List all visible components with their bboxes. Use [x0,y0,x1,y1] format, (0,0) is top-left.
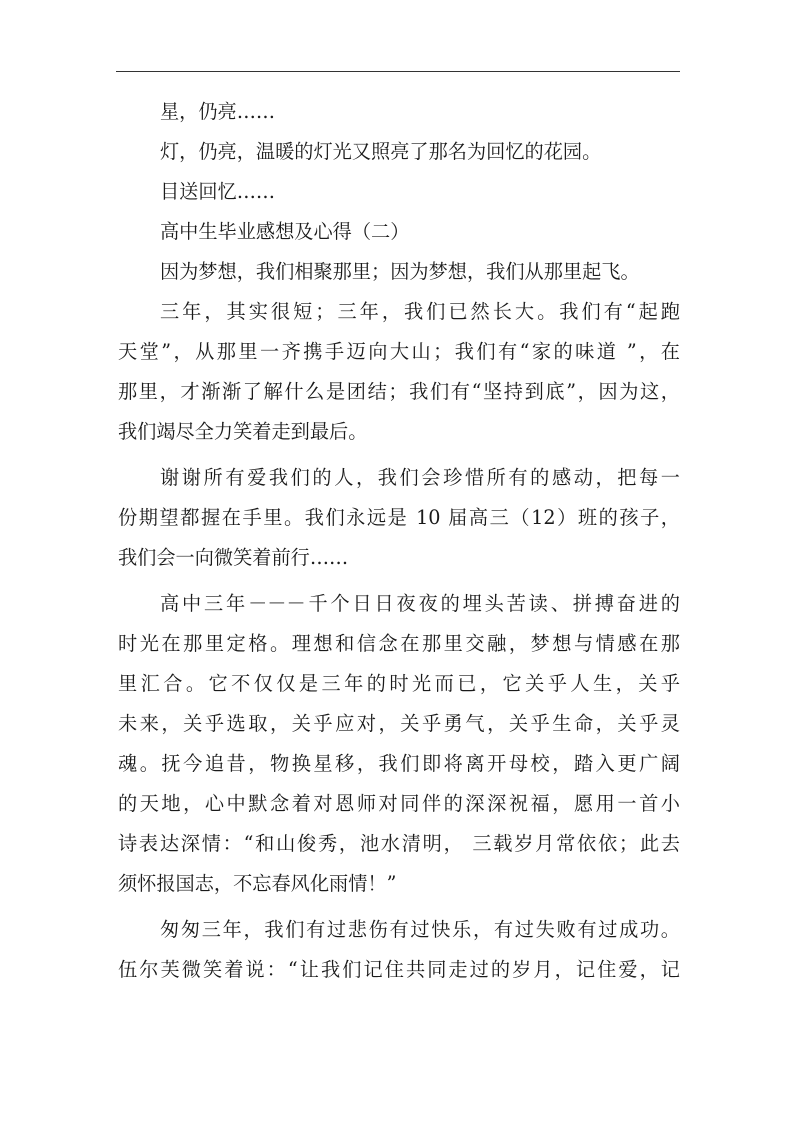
text-line: 未来，关乎选取，关乎应对，关乎勇气，关乎生命，关乎灵 [118,712,680,735]
text-line: 目送回忆…… [160,180,276,203]
text-line: 须怀报国志，不忘春风化雨情！” [118,872,397,895]
text-line: 因为梦想，我们相聚那里；因为梦想，我们从那里起飞。 [160,260,640,283]
text-line: 灯，仍亮，温暖的灯光又照亮了那名为回忆的花园。 [160,140,602,163]
text-line: 里汇合。它不仅仅是三年的时光而已，它关乎人生，关乎 [118,672,680,695]
text-line: 的天地，心中默念着对恩师对同伴的深深祝福，愿用一首小 [118,792,680,815]
text-line: 天堂”，从那里一齐携手迈向大山；我们有“家的味道 ”，在 [118,340,680,363]
text-line: 星，仍亮…… [160,100,276,123]
text-line: 匆匆三年，我们有过悲伤有过快乐，有过失败有过成功。 [160,918,680,941]
text-line: 我们会一向微笑着前行…… [118,546,349,569]
header-rule [116,71,680,72]
body-text [118,92,680,990]
text-line: 份期望都握在手里。我们永远是 10 届高三（12）班的孩子， [118,506,680,529]
text-line: 我们竭尽全力笑着走到最后。 [118,420,368,443]
section-heading: 高中生毕业感想及心得（二） [160,220,410,243]
text-line: 伍尔芙微笑着说：“让我们记住共同走过的岁月，记住爱，记 [118,958,680,981]
text-line: 谢谢所有爱我们的人，我们会珍惜所有的感动，把每一 [160,466,680,489]
text-line: 高中三年－－－千个日日夜夜的埋头苦读、拼搏奋进的 [160,592,680,615]
text-line: 时光在那里定格。理想和信念在那里交融，梦想与情感在那 [118,632,680,655]
text-line: 魂。抚今追昔，物换星移，我们即将离开母校，踏入更广阔 [118,752,680,775]
text-line: 三年，其实很短；三年，我们已然长大。我们有“起跑 [160,300,680,323]
text-line: 诗表达深情：“和山俊秀，池水清明， 三载岁月常依依；此去 [118,832,680,855]
text-line: 那里，才渐渐了解什么是团结；我们有“坚持到底”，因为这， [118,380,680,403]
